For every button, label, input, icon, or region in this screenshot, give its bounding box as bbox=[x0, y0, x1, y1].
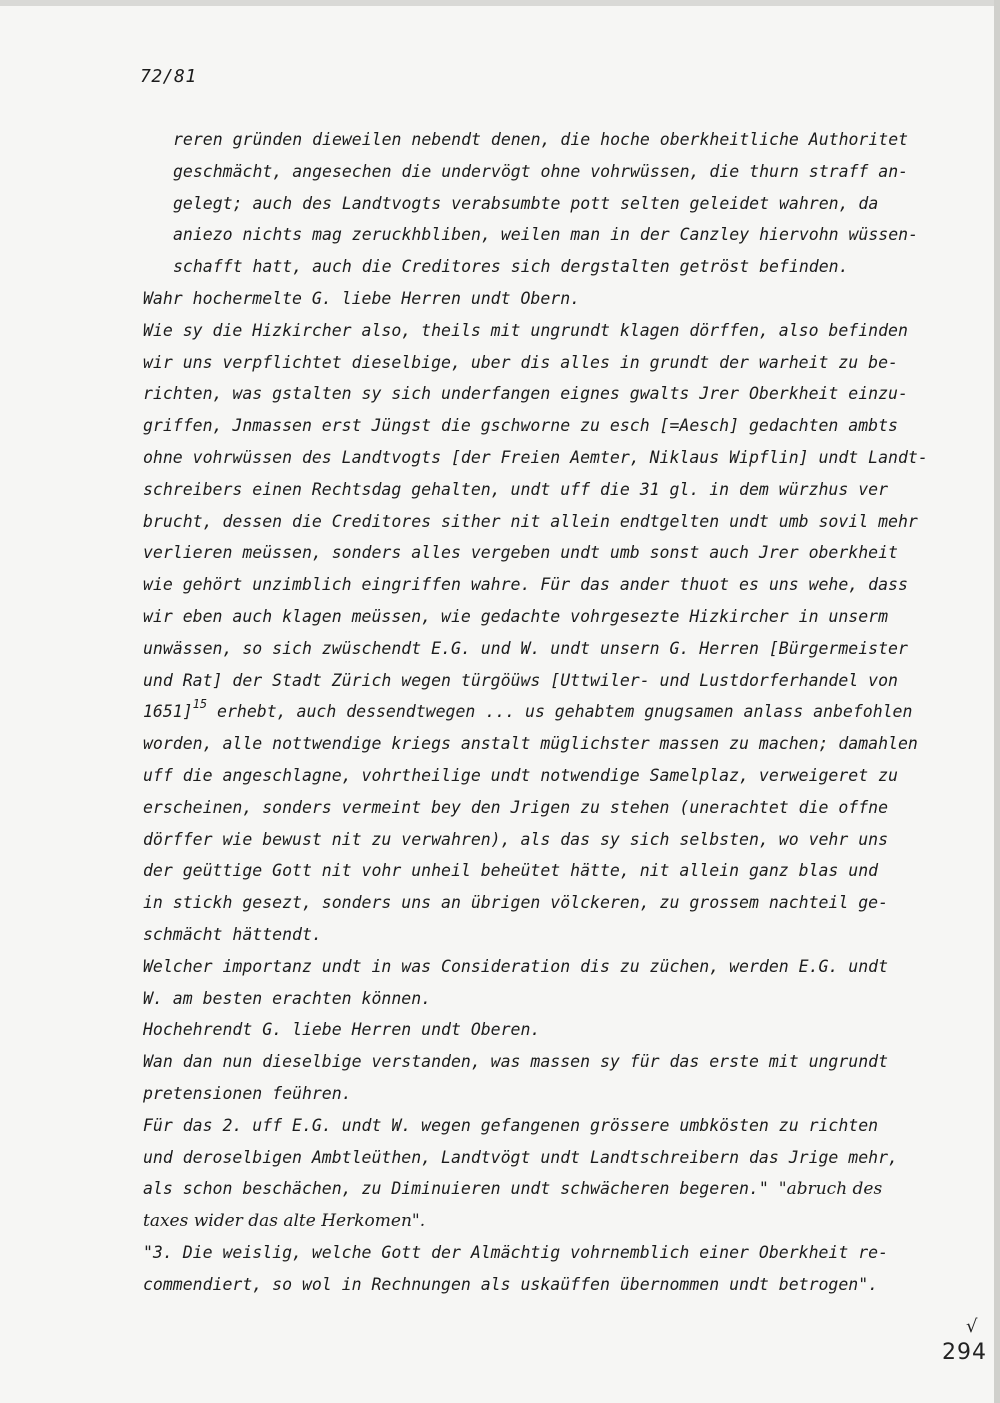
text-line bbox=[143, 378, 943, 410]
text-line-content: richten, was gstalten sy sich underfangen eignes gwalts Jrer Oberkheit einzu- bbox=[143, 384, 908, 404]
text-line bbox=[143, 1110, 943, 1142]
text-line bbox=[143, 665, 943, 697]
text-line-content: schmächt hättendt. bbox=[143, 924, 322, 944]
text-line bbox=[143, 855, 943, 887]
document-body bbox=[143, 124, 943, 1300]
text-line-content: Hochehrendt G. liebe Herren undt Oberen. bbox=[143, 1020, 541, 1040]
text-line-content: dörffer wie bewust nit zu verwahren), als das sy sich selbsten, wo vehr uns bbox=[143, 829, 889, 849]
text-line bbox=[143, 728, 943, 760]
text-line-content: aniezo nichts mag zeruckhbliben, weilen man in der Canzley hiervohn wüssen- bbox=[173, 225, 919, 245]
text-line bbox=[143, 887, 943, 919]
text-line bbox=[143, 188, 943, 220]
text-line-content: Wan dan nun dieselbige verstanden, was massen sy für das erste mit ungrundt bbox=[143, 1052, 889, 1072]
text-line-content: und Rat] der Stadt Zürich wegen türgöüws [Uttwiler- und Lustdorferhandel von bbox=[143, 670, 898, 690]
handwritten-insertion: taxes wider das alte Herkomen". bbox=[143, 1211, 426, 1232]
text-line-content: unwässen, so sich zwüschendt E.G. und W. undt unsern G. Herren [Bürgermeister bbox=[143, 638, 908, 658]
text-line-continuation: erhebt, auch dessendtwegen ... us gehabtem gnugsamen anlass anbefohlen bbox=[207, 702, 913, 722]
text-line bbox=[143, 251, 943, 283]
text-line bbox=[143, 1142, 943, 1174]
footnote-marker: 15 bbox=[192, 697, 208, 712]
text-line bbox=[143, 1078, 943, 1110]
page-edge-top bbox=[0, 0, 1000, 6]
text-line-content: schafft hatt, auch die Creditores sich dergstalten getröst befinden. bbox=[173, 257, 849, 277]
text-line bbox=[143, 442, 943, 474]
text-line bbox=[143, 1014, 943, 1046]
text-line-content: wir uns verpflichtet dieselbige, uber dis alles in grundt der warheit zu be- bbox=[143, 352, 898, 372]
text-line bbox=[143, 633, 943, 665]
text-line bbox=[143, 983, 943, 1015]
text-line-content: Für das 2. uff E.G. undt W. wegen gefangenen grössere umbkösten zu richten bbox=[143, 1115, 879, 1135]
text-line-content: als schon beschächen, zu Diminuieren undt schwächeren begeren." bbox=[143, 1179, 779, 1199]
text-line-content: reren gründen dieweilen nebendt denen, die hoche oberkheitliche Authoritet bbox=[173, 130, 909, 149]
text-line-content: der geüttige Gott nit vohr unheil beheütet hätte, nit allein ganz blas und bbox=[143, 861, 879, 881]
page-number: 72/81 bbox=[140, 66, 197, 87]
text-line bbox=[143, 792, 943, 824]
text-line bbox=[143, 347, 943, 379]
text-line-content: wie gehört unzimblich eingriffen wahre. Für das ander thuot es uns wehe, dass bbox=[143, 575, 908, 595]
text-line-content: geschmächt, angesechen die undervögt ohne vohrwüssen, die thurn straff an- bbox=[173, 161, 909, 181]
text-line bbox=[143, 156, 943, 188]
text-line-content: brucht, dessen die Creditores sither nit allein endtgelten undt umb sovil mehr bbox=[143, 511, 918, 531]
text-line-content: 1651] bbox=[143, 702, 193, 722]
text-line-content: erscheinen, sonders vermeint bey den Jrigen zu stehen (unerachtet die offne bbox=[143, 797, 889, 817]
text-line-content: W. am besten erachten können. bbox=[143, 988, 432, 1008]
text-line bbox=[143, 760, 943, 792]
text-line bbox=[143, 951, 943, 983]
text-line-content: Welcher importanz undt in was Consideration dis zu züchen, werden E.G. undt bbox=[143, 956, 889, 976]
text-line bbox=[143, 696, 943, 728]
text-line-content: uff die angeschlagne, vohrtheilige undt notwendige Samelplaz, verweigeret zu bbox=[143, 765, 898, 785]
text-line bbox=[143, 1237, 943, 1269]
archive-check-mark: √ bbox=[966, 1316, 978, 1337]
text-line-content: gelegt; auch des Landtvogts verabsumbte pott selten geleidet wahren, da bbox=[173, 193, 879, 213]
text-line bbox=[143, 1205, 943, 1237]
text-line bbox=[143, 601, 943, 633]
text-line bbox=[143, 824, 943, 856]
page-edge-right bbox=[994, 0, 1000, 1403]
text-line-content: ohne vohrwüssen des Landtvogts [der Freien Aemter, Niklaus Wipflin] undt Landt- bbox=[143, 447, 928, 467]
text-line-content: Wie sy die Hizkircher also, theils mit ungrundt klagen dörffen, also befinden bbox=[143, 320, 908, 340]
handwritten-insertion: "abruch des bbox=[778, 1179, 883, 1200]
text-line bbox=[143, 219, 943, 251]
text-line bbox=[143, 283, 943, 315]
text-line bbox=[143, 124, 943, 156]
text-line bbox=[143, 474, 943, 506]
text-line-content: in stickh gesezt, sonders uns an übrigen völckeren, zu grossem nachteil ge- bbox=[143, 893, 889, 913]
text-line bbox=[143, 315, 943, 347]
text-line-content: pretensionen feühren. bbox=[143, 1083, 352, 1103]
text-line bbox=[143, 537, 943, 569]
text-line-content: griffen, Jnmassen erst Jüngst die gschworne zu esch [=Aesch] gedachten ambts bbox=[143, 416, 898, 436]
text-line bbox=[143, 1046, 943, 1078]
text-line-content: commendiert, so wol in Rechnungen als uskaüffen übernommen undt betrogen". bbox=[143, 1274, 879, 1294]
text-line bbox=[143, 1269, 943, 1301]
text-line bbox=[143, 506, 943, 538]
text-line-content: worden, alle nottwendige kriegs anstalt müglichster massen zu machen; damahlen bbox=[143, 734, 918, 754]
text-line bbox=[143, 410, 943, 442]
text-line-content: und deroselbigen Ambtleüthen, Landtvögt undt Landtschreibern das Jrige mehr, bbox=[143, 1147, 898, 1167]
archive-folio-number: 294 bbox=[942, 1340, 987, 1365]
text-line bbox=[143, 1173, 943, 1205]
text-line-content: schreibers einen Rechtsdag gehalten, undt uff die 31 gl. in dem würzhus ver bbox=[143, 479, 889, 499]
text-line-content: wir eben auch klagen meüssen, wie gedachte vohrgesezte Hizkircher in unserm bbox=[143, 606, 889, 626]
text-line bbox=[143, 919, 943, 951]
text-line bbox=[143, 569, 943, 601]
text-line-content: "3. Die weislig, welche Gott der Almächtig vohrnemblich einer Oberkheit re- bbox=[143, 1242, 889, 1262]
text-line-content: verlieren meüssen, sonders alles vergeben undt umb sonst auch Jrer oberkheit bbox=[143, 543, 898, 563]
text-line-content: Wahr hochermelte G. liebe Herren undt Obern. bbox=[143, 288, 581, 308]
